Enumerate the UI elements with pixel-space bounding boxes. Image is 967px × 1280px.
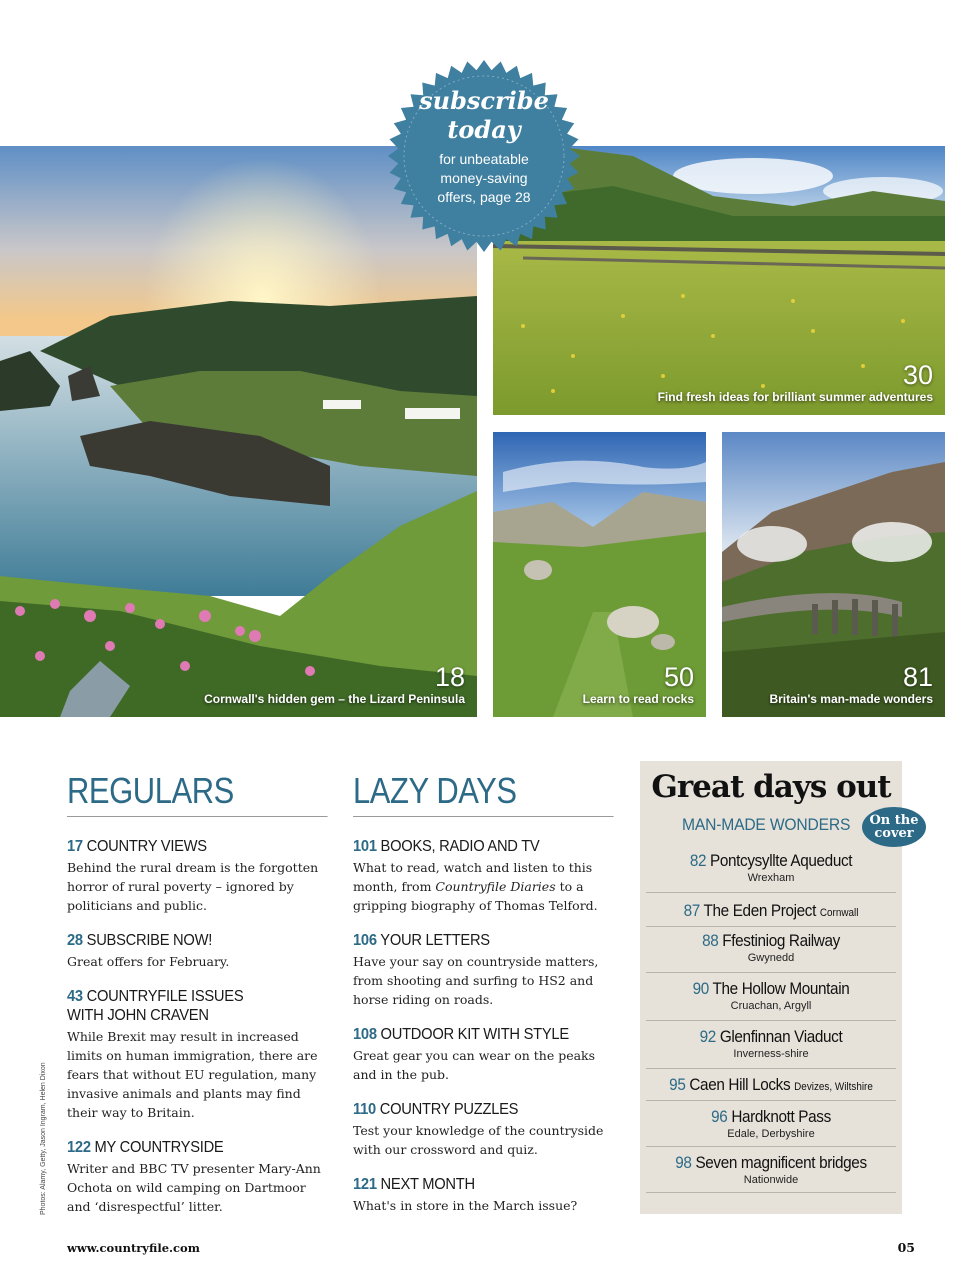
contents-entry[interactable] (353, 1025, 614, 1084)
entry-title: 108 OUTDOOR KIT WITH STYLE (353, 1026, 569, 1043)
item-location: Gwynedd (747, 952, 795, 964)
entry-description: Writer and BBC TV presenter Mary-Ann Ochota on wild camping on Dartmoor and ‘disrespectful’ litter. (67, 1161, 321, 1214)
section-heading: LAZY DAYS (353, 770, 613, 817)
entry-title: 122 MY COUNTRYSIDE (67, 1139, 224, 1156)
photo-page-number: 18 (434, 662, 465, 692)
contents-entry[interactable] (67, 987, 328, 1122)
photo-page-number: 50 (663, 662, 694, 692)
great-day-item[interactable]: 96 Hardknott Pass Edale, Derbyshire (646, 1107, 896, 1147)
great-day-item[interactable]: 95 Caen Hill Locks Devizes, Wiltshire (646, 1075, 896, 1101)
panel-title: Great days out (651, 769, 891, 805)
contents-entry[interactable] (353, 1175, 614, 1215)
photo-caption: Britain's man-made wonders (769, 692, 933, 706)
entry-description: What to read, watch and listen to this month, from Countryfile Diaries to a gripping biography of Thomas Telford. (353, 860, 598, 913)
section-heading: REGULARS (67, 770, 327, 817)
item-location: Inverness-shire (733, 1048, 809, 1060)
page-number: 05 (897, 1240, 915, 1255)
entry-description: While Brexit may result in increased limits on human immigration, there are fears that without EU regulation, many invasive animals and plants may find their way to Britain. (67, 1029, 318, 1120)
entry-description: Have your say on countryside matters, from shooting and surfing to HS2 and horse riding on roads. (353, 954, 599, 1007)
contents-entry[interactable] (353, 931, 614, 1009)
item-location: Edale, Derbyshire (727, 1128, 815, 1140)
regulars-column (67, 770, 328, 1232)
entry-title: 106 YOUR LETTERS (353, 932, 490, 949)
entry-title: 43 COUNTRYFILE ISSUES (67, 988, 244, 1005)
entry-title: 17 COUNTRY VIEWS (67, 838, 207, 855)
great-day-item[interactable]: 82 Pontcysyllte Aqueduct Wrexham (646, 851, 896, 893)
photo-caption: Find fresh ideas for brilliant summer adventures (657, 390, 933, 404)
great-day-item[interactable]: 92 Glenfinnan Viaduct Inverness-shire (646, 1027, 896, 1069)
photo-caption: Cornwall's hidden gem – the Lizard Peninsula (204, 692, 465, 706)
entry-title: 110 COUNTRY PUZZLES (353, 1101, 519, 1118)
item-location: Wrexham (747, 872, 795, 884)
photo-caption: Learn to read rocks (582, 692, 694, 706)
panel-subtitle: MAN-MADE WONDERS (682, 815, 851, 834)
contents-entry[interactable] (67, 931, 328, 971)
item-location: Cruachan, Argyll (730, 1000, 812, 1012)
entry-description: Great offers for February. (67, 954, 230, 969)
subscribe-badge[interactable] (386, 58, 582, 254)
great-day-item[interactable]: 90 The Hollow Mountain Cruachan, Argyll (646, 979, 896, 1021)
entry-title-line2: WITH JOHN CRAVEN (67, 1007, 209, 1024)
contents-entry[interactable] (353, 1100, 614, 1159)
item-location: Nationwide (743, 1174, 799, 1186)
photo-page-number: 81 (902, 662, 933, 692)
entry-description: Test your knowledge of the countryside with our crossword and quiz. (353, 1123, 604, 1157)
entry-description: Behind the rural dream is the forgotten horror of rural poverty – ignored by politicians and public. (67, 860, 319, 913)
on-the-cover-badge: On the cover (862, 807, 926, 847)
photo-page-number: 30 (902, 360, 933, 390)
photo-credit: Photos: Alamy, Getty, Jason Ingram, Helen Dixon (40, 1062, 47, 1215)
lazy-days-column (353, 770, 614, 1231)
contents-entry[interactable] (353, 837, 614, 915)
great-day-item[interactable]: 87 The Eden Project Cornwall (646, 901, 896, 927)
great-day-item[interactable]: 98 Seven magnificent bridges Nationwide (646, 1153, 896, 1193)
item-location: Cornwall (819, 907, 859, 919)
entry-description: What's in store in the March issue? (353, 1198, 578, 1213)
photo-glenfinnan-viaduct (722, 432, 945, 717)
great-day-item[interactable]: 88 Ffestiniog Railway Gwynedd (646, 931, 896, 973)
photo-limestone-valley (493, 432, 706, 717)
entry-title: 28 SUBSCRIBE NOW! (67, 932, 213, 949)
entry-title: 121 NEXT MONTH (353, 1176, 475, 1193)
entry-title: 101 BOOKS, RADIO AND TV (353, 838, 540, 855)
contents-entry[interactable] (67, 837, 328, 915)
badge-title: subscribe today (419, 86, 549, 144)
contents-entry[interactable] (67, 1138, 328, 1216)
footer-url[interactable]: www.countryfile.com (67, 1241, 200, 1255)
badge-text: for unbeatable money-saving offers, page 28 (437, 151, 531, 205)
entry-description: Great gear you can wear on the peaks and in the pub. (353, 1048, 596, 1082)
item-location: Devizes, Wiltshire (794, 1081, 873, 1093)
great-days-out-panel (640, 761, 919, 1214)
